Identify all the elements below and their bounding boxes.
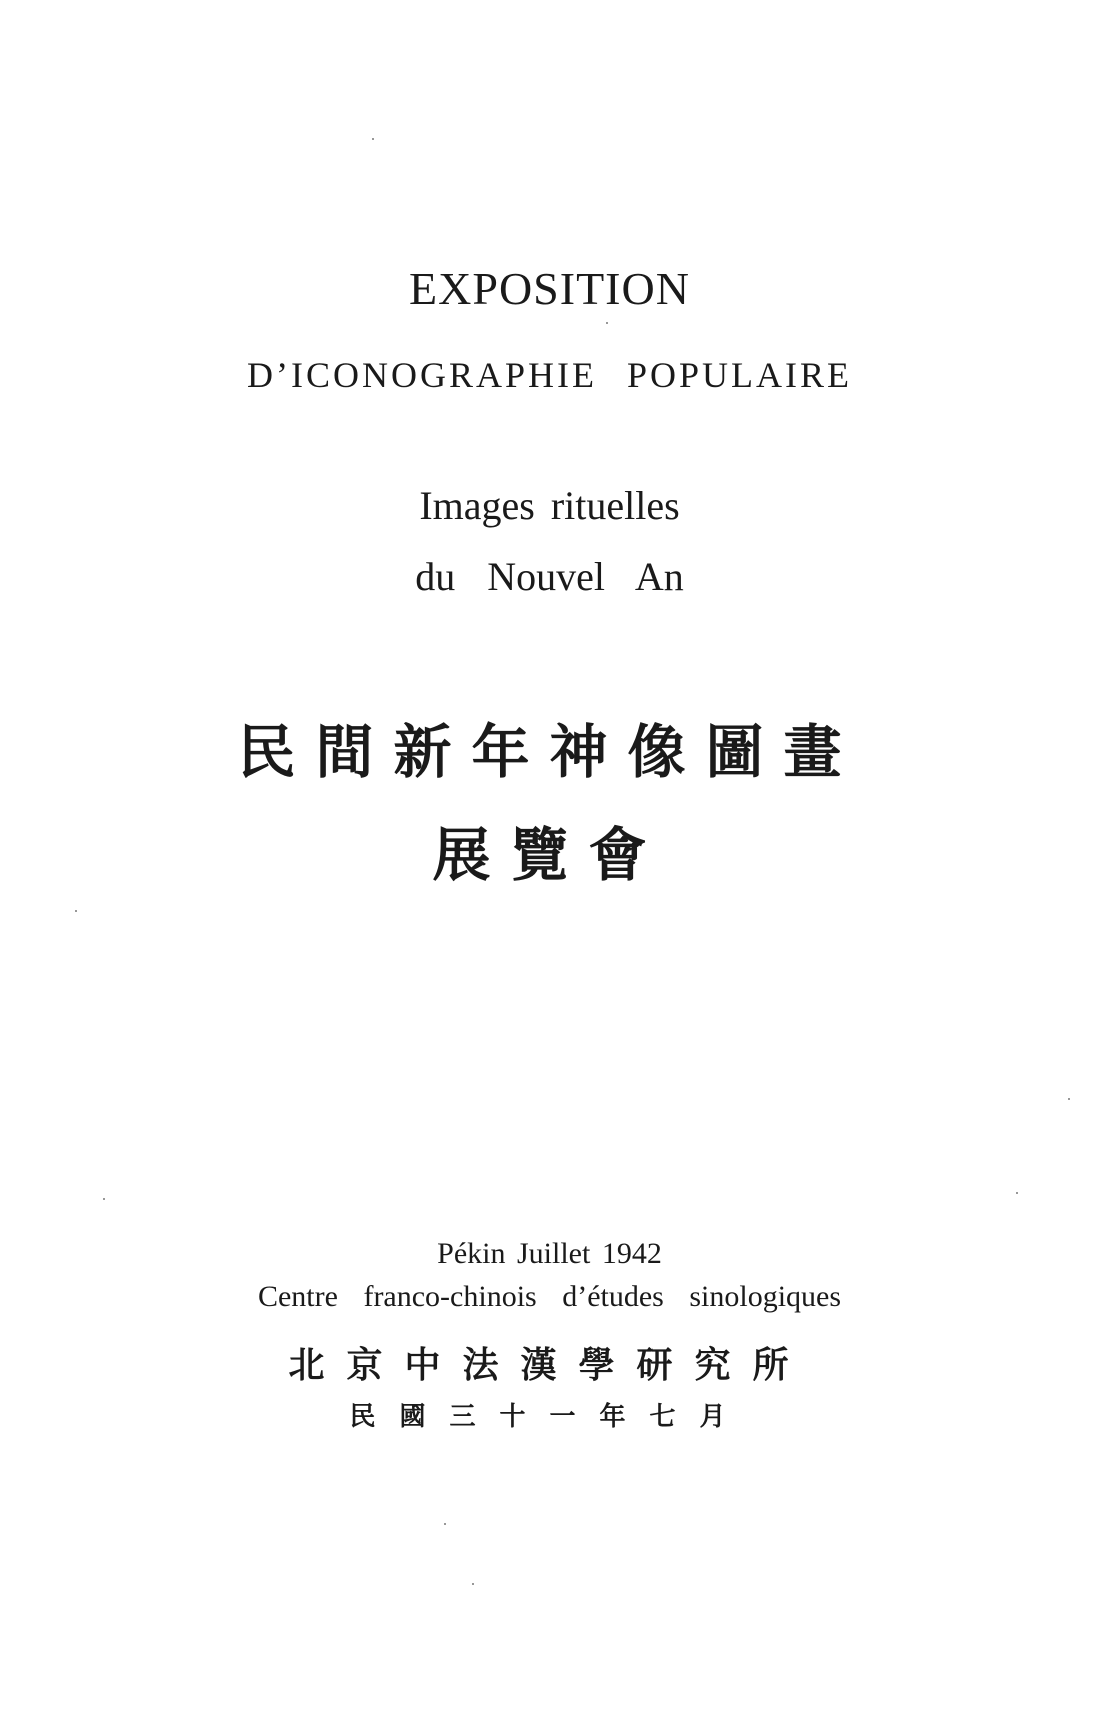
scan-speck [472,1583,474,1585]
scan-speck [75,910,77,912]
scan-speck [444,1523,446,1525]
exhibition-subtitle: D’ICONOGRAPHIE POPULAIRE [246,355,852,395]
scan-speck [372,138,374,140]
institution-name: Centre franco-chinois d’études sinologiques [257,1280,842,1313]
chinese-title-line-2: 展覽會 [432,821,667,889]
chinese-title-line-1: 民間新年神像圖畫 [237,718,862,786]
description-line-1: Images rituelles [419,483,680,528]
exhibition-title: EXPOSITION [409,263,690,314]
chinese-institution-name: 北京中法漢學研究所 [288,1345,811,1386]
scan-speck [1068,1098,1070,1100]
scan-speck [1016,1192,1018,1194]
chinese-date: 民國三十一年七月 [349,1402,750,1432]
scan-speck [606,322,608,324]
place-and-date: Pékin Juillet 1942 [437,1237,662,1270]
description-line-2: du Nouvel An [415,554,684,599]
scan-speck [103,1198,105,1200]
